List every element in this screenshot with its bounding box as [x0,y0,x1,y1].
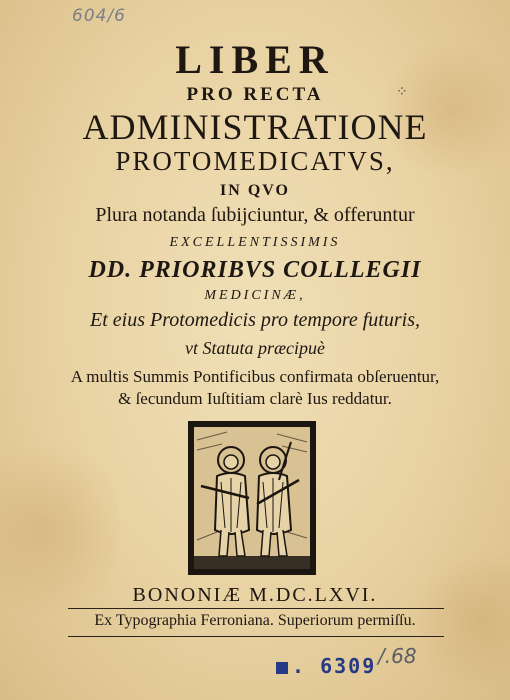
title-plura-notanda: Plura notanda ſubijciuntur, & offeruntur [95,204,415,226]
printer-line: Ex Typographia Ferroniana. Superiorum permiſſu. [94,612,416,629]
imprint-rule-bottom [68,636,444,637]
title-prioribus: DD. PRIORIBVS COLLLEGII [88,257,422,283]
woodcut-two-saints [187,420,317,576]
imprint-rule-top [68,608,444,609]
title-administratione: ADMINISTRATIONE [82,107,428,147]
title-statuta: vt Statuta præcipuè [185,338,325,358]
shelfmark-pencil-note: /.68 [378,644,417,668]
print-speck: ⁘ [396,85,408,100]
title-excellentissimis: EXCELLENTISSIMIS [169,235,341,250]
title-liber: LIBER [175,37,335,82]
title-protomedicis: Et eius Protomedicis pro tempore futuris, [90,309,420,331]
title-iustitiam: & ſecundum Iuſtitiam clarè Ius reddatur. [118,389,392,408]
title-in-quo: IN QVO [220,182,290,199]
stamp-block-icon [276,662,288,674]
title-pontificibus: A multis Summis Pontificibus confirmata obſeruentur, [70,367,440,386]
imprint-place-date: BONONIÆ M.DC.LXVI. [132,584,378,606]
library-shelfmark-stamp [276,654,376,678]
shelfmark-number: . 6309 [292,654,377,678]
title-protomedicatus: PROTOMEDICATVS, [115,146,395,176]
pencil-annotation: 604/6 [72,6,126,26]
title-medicinae: MEDICINÆ, [204,288,306,303]
title-pro-recta: PRO RECTA [186,84,324,105]
